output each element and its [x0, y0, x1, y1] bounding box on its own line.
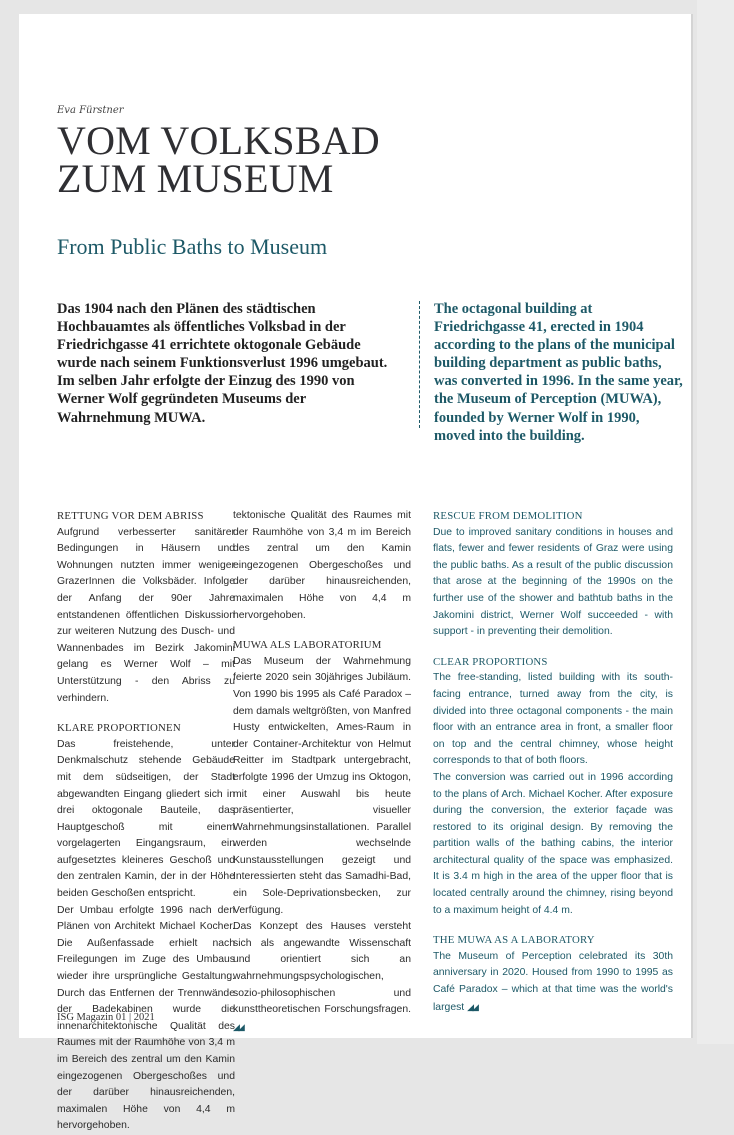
title-line-2: ZUM MUSEUM — [57, 156, 334, 201]
lead-paragraph-german: Das 1904 nach den Plänen des städtischen Hochbauamtes als öffentliches Volksbad in der Friedrichgasse 41 errichtete oktogonale Gebäude wurde nach seinem Funktionsverlust 1996 umgebaut. Im selben Jahr erfolgte der Einzug des 1990 von Werner Wolf gegründeten Museums der Wahrnehmung MUWA. — [57, 301, 388, 426]
magazine-page — [19, 14, 691, 1132]
section-heading: KLARE PROPORTIONEN — [57, 722, 181, 735]
paragraph: Due to improved sanitary conditions in houses and flats, fewer and fewer residents of Graz were using the public baths. As a result of the public discussion that arose at the beginning of the 1990s on the further use of the shower and bathtub baths in the Jakomini district, Werner Wolf succeeded - with support - in preventing their demolition. — [433, 526, 673, 638]
paragraph: Aufgrund verbesserter sanitärer Bedingungen in Häusern und Wohnungen nutzten immer weniger GrazerInnen die Volksbäder. Infolge der Anfang der 90er Jahre entstandenen öffentlichen Diskussion zur weiteren Nutzung des Dusch- und Wannenbades im Bezirk Jakomini gelang es Werner Wolf – mit Unterstützung - den Abriss zu verhindern. — [57, 526, 235, 704]
page-title — [57, 118, 617, 201]
page-footer: ISG Magazin 01 | 2021 — [57, 1012, 155, 1023]
section-heading: CLEAR PROPORTIONS — [433, 655, 548, 668]
paragraph-continued: tektonische Qualität des Raumes mit der Raumhöhe von 3,4 m im Bereich des zentral um den Kamin eingezogenen Obergeschoßes und der darüber hinausreichenden, maximalen Höhe von 4,4 m hervorgehoben. — [233, 510, 411, 621]
lead-divider — [419, 301, 420, 428]
paragraph: Das Museum der Wahrnehmung feierte 2020 sein 30jähriges Jubiläum. Von 1990 bis 1995 als Café Paradox – dem damals weltgrößten, von Manfred Husty entwickelten, Ames-Raum in der Container-Architektur von Helmut Reitter im Stadtpark untergebracht, erfolgte 1996 der Umzug ins Oktogon, mit einer Auswahl bis heute präsentierter, visueller Wahrnehmungsinstallationen. Parallel werden wechselnde Kunstausstellungen gezeigt und Interessierten steht das Samadhi-Bad, ein Sole-Deprivationsbecken, zur Verfügung. — [233, 655, 411, 916]
paragraph: The conversion was carried out in 1996 according to the plans of Arch. Michael Kocher. After exposure during the conversion, the exterior façade was restored to its original design. By removing the partition walls of the bathing cabins, the interior architectural quality of the space was emphasized. It is 3.4 m high in the area of the upper floor that is located centrally around the chimney, rising beyond to a maximum height of 4.4 m. — [433, 771, 673, 916]
paragraph: The free-standing, listed building with its south-facing entrance, turned away from the city, is divided into three octagonal components - the main floor with an entrance area in front, a smaller floor on top and the central chimney, whose height corresponds to that of both floors. — [433, 672, 673, 767]
section-heading: MUWA ALS LABORATORIUM — [233, 639, 382, 652]
section-heading: RESCUE FROM DEMOLITION — [433, 510, 583, 522]
german-column-2 — [233, 508, 411, 1036]
paragraph: Der Umbau erfolgte 1996 nach den Plänen von Architekt Michael Kocher. Die Außenfassade erhielt nach Freilegungen im Zuge des Umbaus wieder ihre ursprüngliche Gestaltung. Durch das Entfernen der Trennwände der Badekabinen wurde die innenarchitektonische Qualität des Raumes mit der Raumhöhe von 3,4 m im Bereich des zentral um den Kamin eingezogenen Obergeschoßes und der darüber hinausreichenden, maximalen Höhe von 4,4 m hervorgehoben. — [57, 904, 235, 1132]
continue-arrow-icon: ◢◢ — [467, 1001, 477, 1012]
section-heading: RETTUNG VOR DEM ABRISS — [57, 510, 204, 522]
paragraph: Das Konzept des Hauses versteht sich als angewandte Wissenschaft und orientiert sich an wahrnehmungspsychologischen, sozio-philosophischen und kunsttheoretischen Forschungsfragen. ◢◢ — [233, 921, 411, 1032]
section-heading: THE MUWA AS A LABORATORY — [433, 934, 595, 947]
paragraph: The Museum of Perception celebrated its 30th anniversary in 2020. Housed from 1990 to 1995 as Café Paradox – which at that time was the world's largest ◢◢ — [433, 950, 673, 1013]
scan-background — [697, 0, 734, 1044]
title-line-1: VOM VOLKSBAD — [57, 118, 380, 163]
continue-arrow-icon: ◢◢ — [233, 1021, 243, 1032]
author-name: Eva Fürstner — [57, 105, 124, 116]
lead-paragraph-english: The octagonal building at Friedrichgasse 41, erected in 1904 according to the plans of the municipal building department as public baths, was converted in 1996. In the same year, the Museum of Perception (MUWA), founded by Werner Wolf in 1990, moved into the building. — [434, 301, 683, 444]
paragraph: Das freistehende, unter Denkmalschutz stehende Gebäude mit dem südseitigen, der Stadt abgewandten Eingang gliedert sich in drei oktogonale Bauteile, das Hauptgeschoß mit einem vorgelagerten Eingangsraum, ein aufgesetztes kleineres Geschoß und den zentralen Kamin, der in der Höhe beiden Geschoßen entspricht. — [57, 738, 235, 900]
page-subtitle: From Public Baths to Museum — [57, 234, 328, 259]
english-column — [433, 508, 673, 1016]
